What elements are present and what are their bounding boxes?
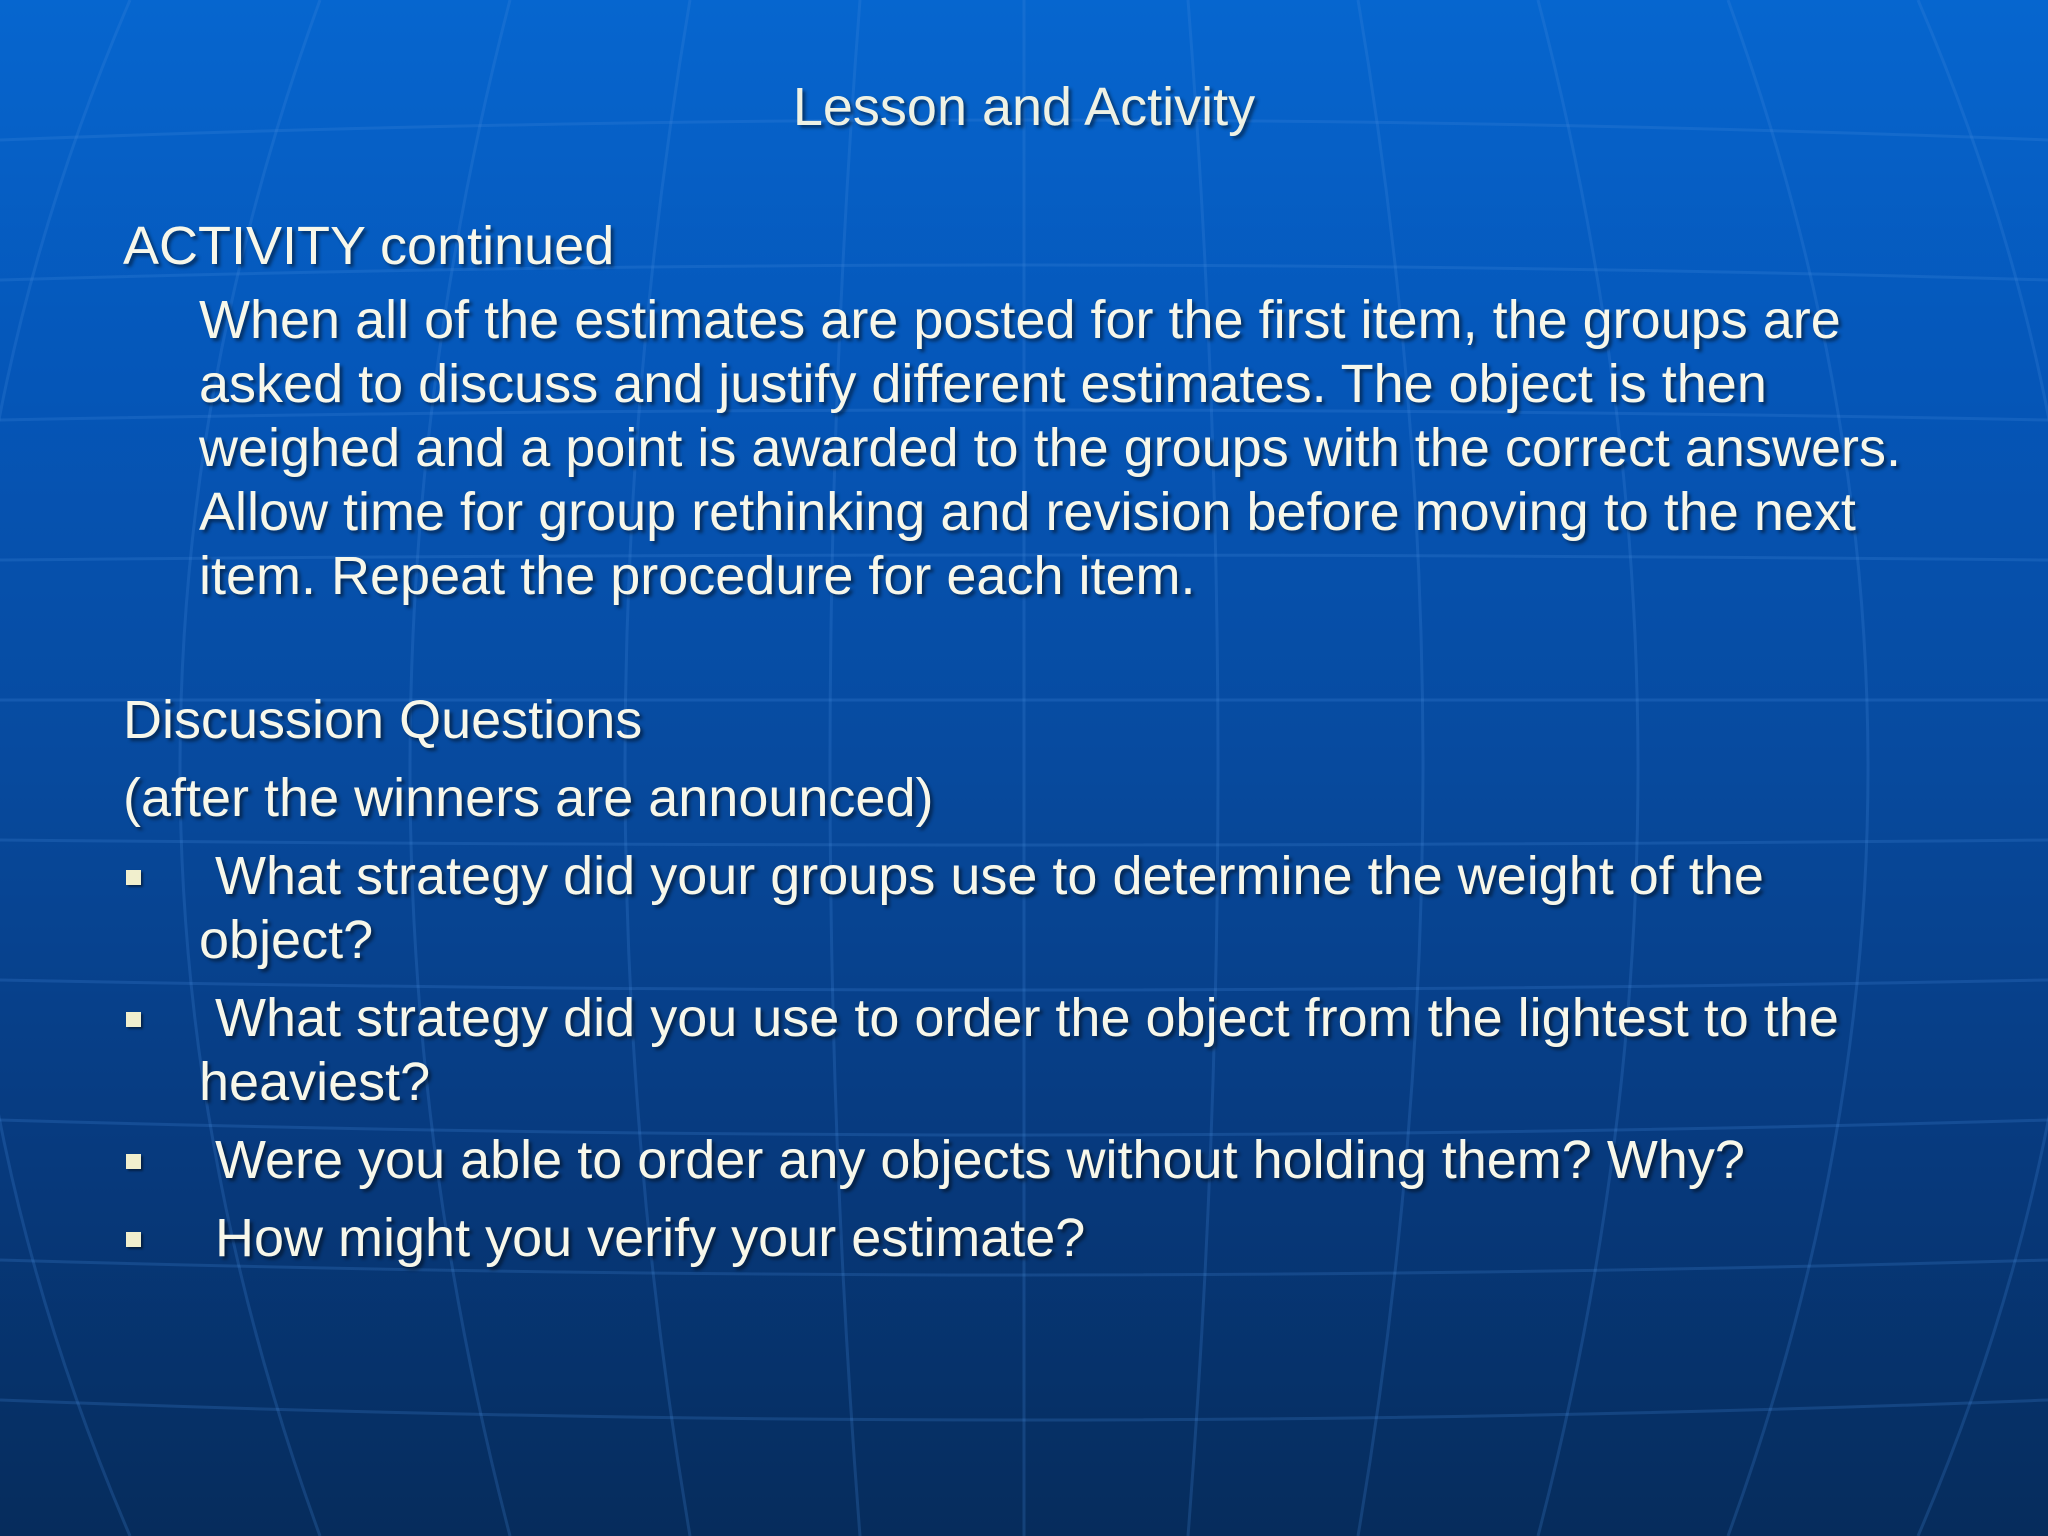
square-bullet-icon xyxy=(126,1012,141,1027)
slide-content xyxy=(123,214,1923,1284)
discussion-subheading: (after the winners are announced) xyxy=(123,768,934,828)
list-item xyxy=(123,1206,1919,1270)
section-spacer xyxy=(123,608,1923,688)
list-item xyxy=(123,986,1919,1114)
square-bullet-icon xyxy=(126,870,141,885)
activity-paragraph: When all of the estimates are posted for the first item, the groups are asked to discuss and justify different estimates. The object is then weighed and a point is awarded to the groups with the correct answers. Allow time for group rethinking and revision before moving to the next item. Repeat the procedure for each item. xyxy=(199,290,1901,606)
question-text: How might you verify your estimate? xyxy=(215,1208,1086,1268)
slide-title: Lesson and Activity xyxy=(792,77,1256,137)
discussion-questions-list xyxy=(123,844,1923,1270)
question-text: What strategy did you use to order the object from the lightest to the heaviest? xyxy=(199,988,1839,1112)
discussion-heading: Discussion Questions xyxy=(123,690,643,750)
question-text: Were you able to order any objects without holding them? Why? xyxy=(215,1130,1745,1190)
list-item xyxy=(123,844,1919,972)
question-text: What strategy did your groups use to determine the weight of the object? xyxy=(199,846,1764,970)
activity-heading: ACTIVITY continued xyxy=(123,216,615,276)
square-bullet-icon xyxy=(126,1154,141,1169)
list-item xyxy=(123,1128,1919,1192)
square-bullet-icon xyxy=(126,1232,141,1247)
